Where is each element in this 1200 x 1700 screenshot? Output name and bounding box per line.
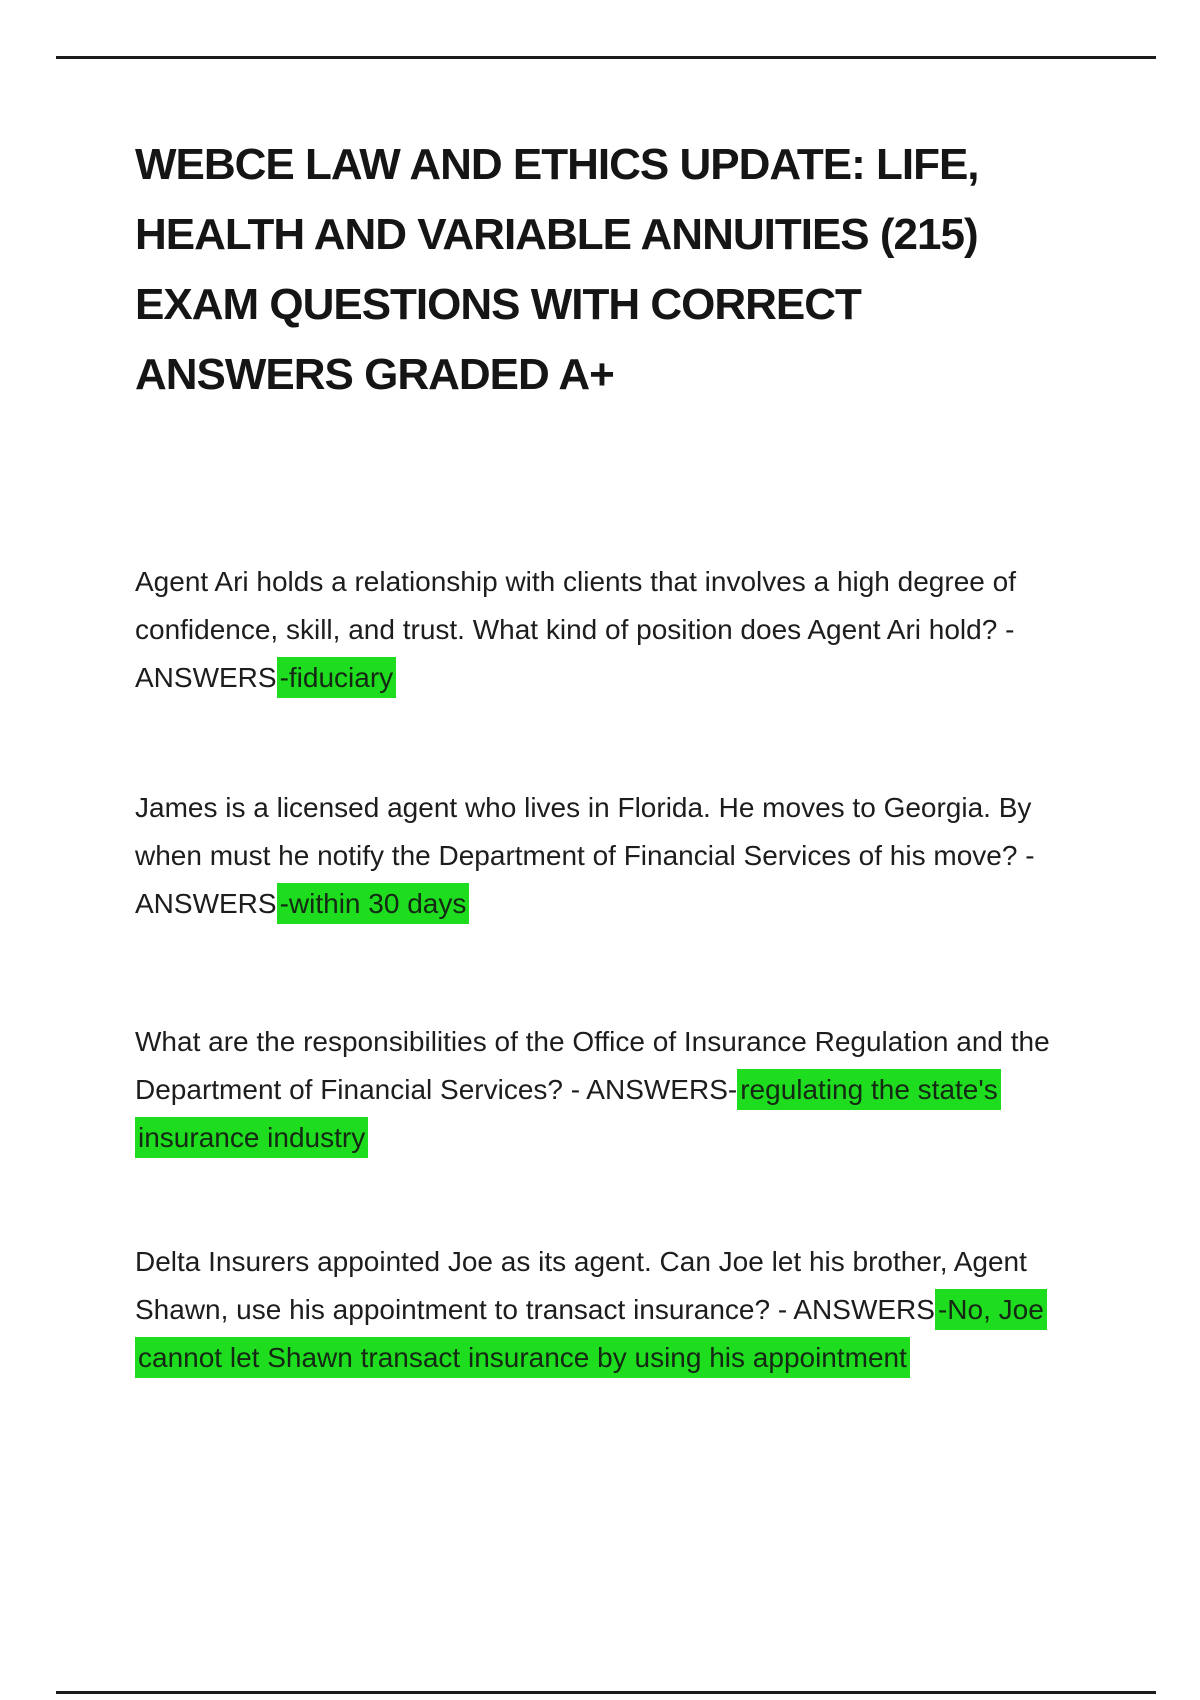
- qa-paragraph-1: [135, 558, 1080, 702]
- bottom-horizontal-rule: [56, 1691, 1156, 1694]
- title-line-2: HEALTH AND VARIABLE ANNUITIES (215): [135, 210, 978, 259]
- qa-paragraph-4: [135, 1238, 1080, 1382]
- title-line-1: WEBCE LAW AND ETHICS UPDATE: LIFE,: [135, 140, 979, 189]
- question-text: Delta Insurers appointed Joe as its agent. Can Joe let his brother, Agent Shawn, use his appointment to transact insurance? - ANSWERS: [135, 1246, 1027, 1325]
- top-horizontal-rule: [56, 56, 1156, 59]
- qa-paragraph-2: [135, 784, 1080, 928]
- title-line-3: EXAM QUESTIONS WITH CORRECT: [135, 280, 861, 329]
- highlighted-answer: -within 30 days: [277, 883, 470, 924]
- title-line-4: ANSWERS GRADED A+: [135, 350, 614, 399]
- question-text: James is a licensed agent who lives in Florida. He moves to Georgia. By when must he notify the Department of Financial Services of his move? - ANSWERS: [135, 792, 1035, 919]
- question-text: What are the responsibilities of the Office of Insurance Regulation and the Department of Financial Services? - ANSWERS-: [135, 1026, 1050, 1105]
- question-text: Agent Ari holds a relationship with clients that involves a high degree of confidence, skill, and trust. What kind of position does Agent Ari hold? - ANSWERS: [135, 566, 1016, 693]
- document-title: [135, 130, 1145, 410]
- highlighted-answer: -No, Joe cannot let Shawn transact insurance by using his appointment: [135, 1289, 1047, 1378]
- qa-paragraph-3: [135, 1018, 1080, 1162]
- highlighted-answer: regulating the state's insurance industry: [135, 1069, 1001, 1158]
- highlighted-answer: -fiduciary: [277, 657, 397, 698]
